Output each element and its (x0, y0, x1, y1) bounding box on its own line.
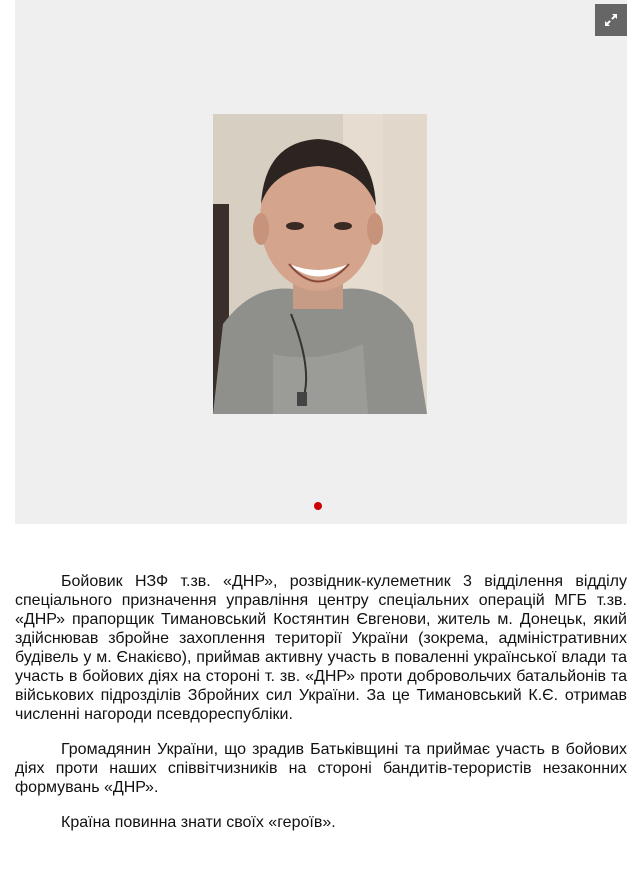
article-text (15, 572, 627, 848)
expand-button[interactable] (595, 4, 627, 36)
article-paragraph: Бойовик НЗФ т.зв. «ДНР», розвідник-кулеметник 3 відділення відділу спеціального призначення управління центру спеціальних операцій МГБ т.зв. «ДНР» прапорщик Тимановський Костянтин Євгенови, житель м. Донецьк, який здійснював збройне захоплення території України (зокрема, адміністративних будівель у м. Єнакієво), приймав активну участь в поваленні української влади та участь в бойових діях на стороні т. зв. «ДНР» проти добровольчих батальйонів та військових підрозділів Збройних сил України. За це Тимановський К.Є. отримав численні нагороди псевдореспубліки. (15, 573, 627, 723)
expand-arrows-icon (603, 12, 619, 28)
article-paragraph: Громадянин України, що зрадив Батьківщині та приймає участь в бойових діях проти наших співвітчизників на стороні бандитів-терористів незаконних формувань «ДНР». (15, 741, 627, 796)
article-paragraph: Країна повинна знати своїх «героїв». (61, 814, 336, 831)
slide-dot-active[interactable] (314, 502, 322, 510)
gallery-photo[interactable] (213, 114, 427, 414)
photo-gallery (15, 0, 627, 524)
